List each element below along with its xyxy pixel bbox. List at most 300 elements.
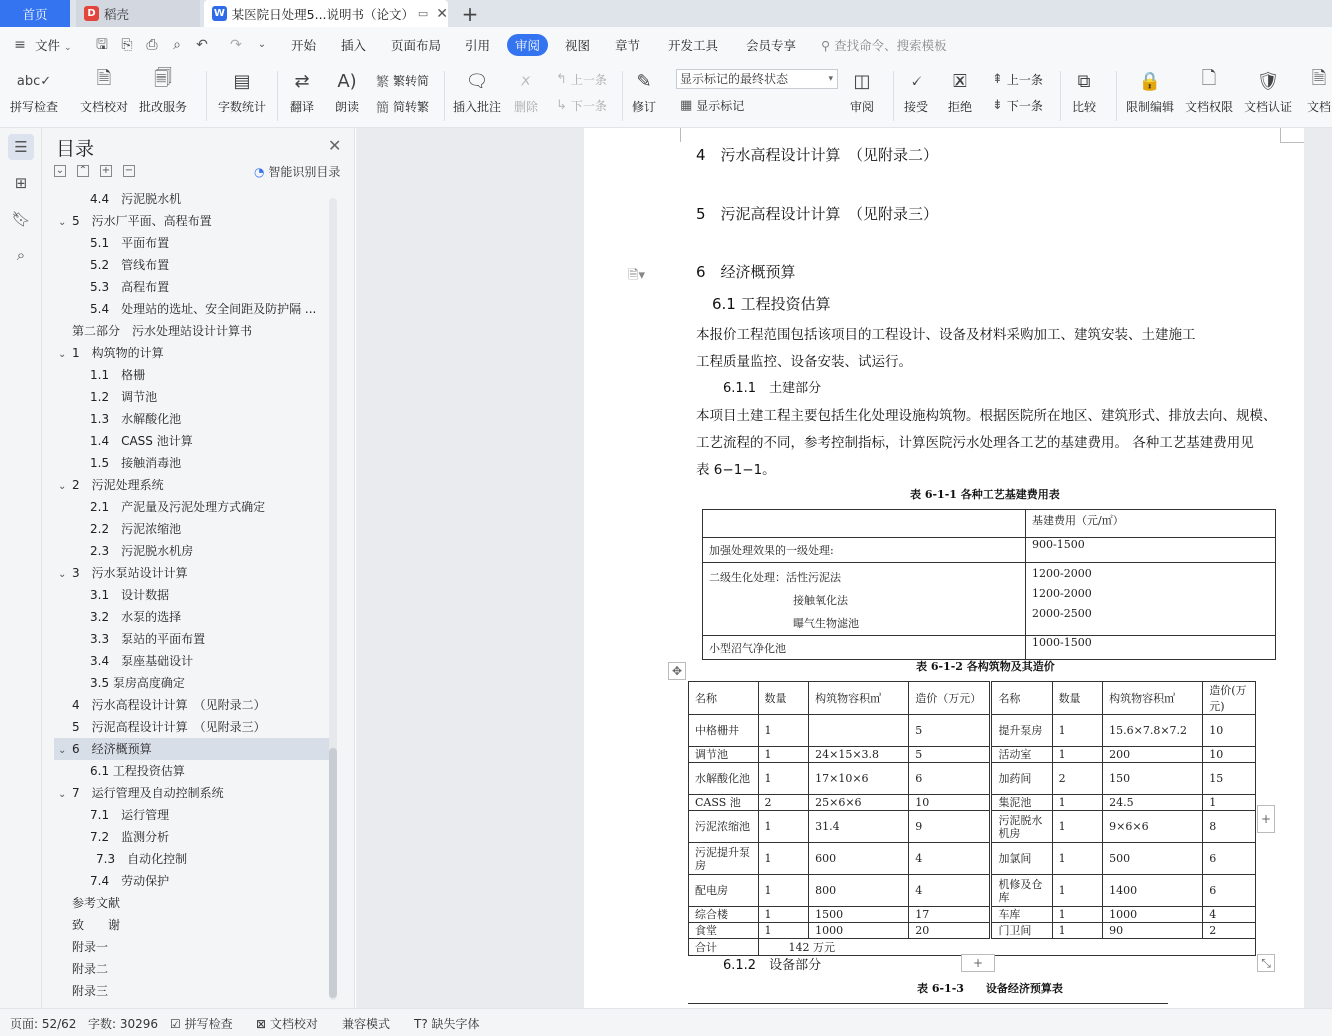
table-move-handle-icon[interactable]: ✥: [668, 662, 686, 680]
toc-item-label: 3.2 水泵的选择: [90, 610, 182, 624]
show-markup-icon: ▦: [680, 98, 693, 113]
t2-cell: 1: [1052, 747, 1103, 763]
table-row: [689, 747, 1256, 763]
t2-cell: 1: [758, 875, 809, 907]
doc-proof-button[interactable]: [80, 67, 128, 115]
toc-item-label: 附录二: [72, 962, 109, 976]
t2-cell: 10: [1203, 715, 1256, 747]
t2-cell: 1: [1052, 795, 1103, 811]
t2-cell: 1: [1052, 811, 1103, 843]
read-aloud-label: 朗读: [334, 100, 359, 114]
table-row: [689, 811, 1256, 843]
table-resize-icon[interactable]: ⤡: [1257, 954, 1275, 972]
toc-item-label: 7.4 劳动保护: [90, 874, 170, 888]
toc-item-label: 3.3 泵站的平面布置: [90, 632, 206, 646]
menu-page-layout[interactable]: 页面布局: [391, 38, 442, 53]
translate-label: 翻译: [289, 100, 314, 114]
t1-header-cost: 基建费用（元/㎡）: [1026, 510, 1276, 538]
table-add-column-icon[interactable]: +: [1257, 805, 1275, 833]
t2-cell: 4: [1203, 907, 1256, 923]
t2-cell: 6: [1203, 875, 1256, 907]
doc-proof-status-icon: ⊠: [256, 1017, 267, 1031]
page-indicator[interactable]: 页面: 52/62: [10, 1017, 77, 1031]
toc-item[interactable]: [54, 540, 329, 562]
toc-expand-chevron-icon[interactable]: ⌄: [58, 349, 67, 360]
t2-cell: 150: [1103, 763, 1203, 795]
t1-header-blank: [703, 510, 1026, 538]
save-icon[interactable]: 🖫: [96, 37, 108, 53]
word-count-icon: ▤: [233, 70, 251, 92]
toc-expand-chevron-icon[interactable]: ⌄: [58, 217, 67, 228]
t2-header-cell: 造价（万元）: [909, 682, 991, 715]
toc-item-label: 5 污水厂平面、高程布置: [72, 214, 212, 228]
toc-item[interactable]: [54, 914, 329, 936]
t2-cell: 5: [909, 747, 991, 763]
toc-item[interactable]: [54, 518, 329, 540]
toc-item[interactable]: [54, 320, 329, 342]
add-heading-icon[interactable]: +: [101, 165, 111, 176]
toc-expand-chevron-icon[interactable]: ⌄: [58, 569, 67, 580]
t2-cell: 4: [909, 843, 991, 875]
toc-item-label: 参考文献: [72, 896, 121, 910]
doc-cert-label: 文档认证: [1244, 100, 1293, 114]
toc-expand-chevron-icon[interactable]: ⌄: [58, 745, 67, 756]
para-1-line-2: 工程质量监控、设备安装、试运行。: [696, 354, 912, 370]
revise-label: 修订: [631, 100, 656, 114]
more-chevron-icon[interactable]: ⌄: [257, 39, 267, 50]
missing-font-label: 缺失字体: [431, 1017, 480, 1031]
t2-cell: 4: [909, 875, 991, 907]
table-row: [689, 923, 1256, 939]
toc-item[interactable]: [54, 848, 329, 870]
toc-scrollbar-thumb[interactable]: [329, 748, 337, 998]
t2-cell: 加药间: [991, 763, 1052, 795]
toc-item[interactable]: [54, 782, 329, 804]
missing-font-icon: T?: [414, 1017, 428, 1031]
menu-references[interactable]: 引用: [465, 38, 491, 53]
markup-state-select[interactable]: [676, 69, 838, 89]
doc-cert-button[interactable]: [1244, 67, 1292, 115]
toc-item-label: 第二部分 污水处理站设计计算书: [72, 324, 253, 338]
toc-item-label: 附录三: [72, 984, 109, 998]
menu-member[interactable]: 会员专享: [746, 38, 797, 53]
doc-proof-label: 文档校对: [80, 100, 129, 114]
heading-5: 5 污泥高程设计计算 （见附录三）: [696, 205, 939, 223]
toc-item-label: 1.2 调节池: [90, 390, 158, 404]
t2-cell: 1400: [1103, 875, 1203, 907]
toc-expand-chevron-icon[interactable]: ⌄: [58, 481, 67, 492]
expand-up-icon[interactable]: ⌃: [78, 165, 88, 176]
toc-item[interactable]: [54, 452, 329, 474]
table-add-row-icon[interactable]: +: [961, 954, 995, 972]
delete-comment-label: 删除: [513, 100, 538, 114]
toc-item[interactable]: [54, 364, 329, 386]
spell-check-label: 拼写检查: [10, 100, 59, 114]
t2-cell: 机修及仓库: [991, 875, 1052, 907]
t1-r2-vals: [1026, 563, 1276, 636]
t2-cell: 1: [758, 811, 809, 843]
review-pane-button[interactable]: [848, 67, 876, 115]
status-proof-label: 文档校对: [269, 1017, 318, 1031]
prev-comment-icon: ↰: [556, 72, 567, 87]
insert-comment-icon: 🗨: [465, 70, 489, 92]
t1-r3-val: 1000-1500: [1026, 636, 1276, 660]
table-6-1-1: [702, 509, 1276, 660]
toc-item-label: 1 构筑物的计算: [72, 346, 164, 360]
t2-header-cell: 名称: [991, 682, 1052, 715]
revise-button[interactable]: [630, 67, 658, 115]
table-6-1-2: [688, 681, 1256, 956]
t2-cell: 6: [909, 763, 991, 795]
t1-r3-name: 小型沼气净化池: [703, 636, 1026, 660]
close-toc-icon[interactable]: ✕: [328, 136, 342, 155]
plus-icon: +: [461, 1, 479, 26]
compare-button[interactable]: [1070, 67, 1098, 115]
doc-more-label: 文档: [1306, 100, 1331, 114]
table-2-caption: 表 6-1-2 各构筑物及其造价: [916, 660, 1055, 673]
status-bar: [0, 1008, 1332, 1036]
t2-cell: 15.6×7.8×7.2: [1103, 715, 1203, 747]
t2-cell: 污泥提升泵房: [689, 843, 759, 875]
table-3-caption: 表 6-1-3 设备经济预算表: [917, 982, 1063, 995]
t1-r1-val: 900-1500: [1026, 538, 1276, 563]
t2-cell: 1000: [1103, 907, 1203, 923]
toc-item-label: 5.4 处理站的选址、安全间距及防护隔 ...: [90, 302, 317, 316]
toc-item[interactable]: [54, 936, 329, 958]
heading-4: 4 污水高程设计计算 （见附录二）: [696, 146, 939, 164]
next-comment-button[interactable]: [556, 97, 607, 114]
t2-cell: 17×10×6: [809, 763, 909, 795]
smart-toc-button[interactable]: [254, 163, 340, 180]
toc-item[interactable]: [54, 980, 329, 1002]
t2-cell: 1: [1052, 923, 1103, 939]
t2-cell: 门卫间: [991, 923, 1052, 939]
t2-cell: 1: [1203, 795, 1256, 811]
toc-item[interactable]: [54, 606, 329, 628]
toc-item[interactable]: [54, 188, 329, 210]
table-row: [689, 907, 1256, 923]
toc-item[interactable]: [54, 254, 329, 276]
t2-cell: 集泥池: [991, 795, 1052, 811]
redo-icon[interactable]: ↷: [230, 37, 242, 53]
toc-item[interactable]: [54, 210, 329, 232]
status-doc-proof[interactable]: [256, 1015, 318, 1032]
insert-comment-button[interactable]: [453, 67, 501, 115]
t2-cell: 提升泵房: [991, 715, 1052, 747]
toc-item-label: 5.2 管线布置: [90, 258, 170, 272]
para-2-line-2: 工艺流程的不同，参考控制指标，计算医院污水处理各工艺的基建费用。 各种工艺基建费用见: [696, 435, 1254, 451]
next-change-button[interactable]: [992, 97, 1043, 114]
t2-header-cell: 造价(万元): [1203, 682, 1256, 715]
spell-check-button[interactable]: [10, 67, 58, 115]
daoke-logo-icon: D: [84, 6, 99, 21]
t1-r2-val-2: 1200-2000: [1032, 587, 1092, 600]
toc-item-label: 4 污水高程设计计算 （见附录二）: [72, 698, 266, 712]
revise-icon: ✎: [636, 70, 652, 92]
t2-cell: 综合楼: [689, 907, 759, 923]
heading-6-1: 6.1 工程投资估算: [712, 295, 831, 313]
t2-cell: CASS 池: [689, 795, 759, 811]
search-icon: ⚲: [821, 38, 831, 53]
prev-change-button[interactable]: [992, 71, 1043, 88]
t1-r2-line-3: 曝气生物滤池: [793, 617, 859, 630]
toc-item-label: 5.3 高程布置: [90, 280, 170, 294]
table-row: [689, 843, 1256, 875]
close-tab-icon[interactable]: ✕: [436, 5, 448, 22]
menu-view[interactable]: 视图: [565, 38, 591, 53]
monitor-icon[interactable]: ▭: [417, 7, 429, 20]
toc-item[interactable]: [54, 760, 329, 782]
prev-change-icon: ⇞: [992, 72, 1003, 87]
t2-cell: 31.4: [809, 811, 909, 843]
status-spell-label: 拼写检查: [184, 1017, 233, 1031]
menu-review[interactable]: 审阅: [507, 34, 548, 56]
t2-cell: 9×6×6: [1103, 811, 1203, 843]
toc-item[interactable]: [54, 408, 329, 430]
toc-item-label: 5.1 平面布置: [90, 236, 170, 250]
toc-item[interactable]: [54, 892, 329, 914]
export-icon[interactable]: ⎘: [121, 37, 133, 53]
table-row: [689, 875, 1256, 907]
toc-item[interactable]: [54, 430, 329, 452]
t2-cell: 2: [758, 795, 809, 811]
t2-cell: 1: [758, 907, 809, 923]
table-total-row: [689, 939, 1256, 956]
table-row: [689, 795, 1256, 811]
toc-item-label: 附录一: [72, 940, 109, 954]
bookmark-icon[interactable]: 🔖︎: [11, 210, 31, 228]
t2-total-value: 142 万元: [758, 939, 1255, 956]
toc-item[interactable]: [54, 738, 329, 760]
toc-title: 目录: [56, 138, 95, 160]
doc-permission-button[interactable]: [1185, 67, 1233, 115]
show-markup-label: 显示标记: [696, 99, 745, 113]
tab-daoke-label: 稻壳: [104, 6, 130, 22]
toc-item-label: 2.1 产泥量及污泥处理方式确定: [90, 500, 266, 514]
spell-check-status-icon: ☑: [170, 1017, 181, 1031]
table-row: [689, 763, 1256, 795]
simp-to-trad-label: 简转繁: [393, 100, 430, 114]
word-count-button[interactable]: [218, 67, 266, 115]
toc-item-label: 1.1 格栅: [90, 368, 146, 382]
dropdown-arrow-icon: ▾: [828, 74, 833, 84]
annot-service-button[interactable]: [139, 67, 187, 115]
lock-doc-icon: 🔒: [1138, 70, 1162, 92]
tab-home[interactable]: [0, 0, 70, 27]
heading-6-1-1: 6.1.1 土建部分: [723, 381, 822, 396]
menu-file-label: 文件: [35, 38, 61, 53]
collapse-all-icon[interactable]: ⌄: [55, 165, 65, 176]
tab-daoke[interactable]: [76, 0, 200, 27]
t2-cell: 1: [758, 763, 809, 795]
t1-r2-line-1: 二级生化处理：活性污泥法: [709, 571, 841, 584]
trad-to-simp-button[interactable]: [376, 71, 429, 90]
t2-total-label: 合计: [689, 939, 759, 956]
t2-cell: 1500: [809, 907, 909, 923]
t2-cell: 8: [1203, 811, 1256, 843]
accept-button[interactable]: [902, 67, 930, 115]
t2-cell: 25×6×6: [809, 795, 909, 811]
toc-item[interactable]: [54, 694, 329, 716]
tab-document[interactable]: [204, 0, 448, 27]
t1-r2-val-3: 2000-2500: [1032, 607, 1092, 620]
toc-panel-icon[interactable]: ☰: [8, 134, 34, 160]
t2-cell: 1: [1052, 907, 1103, 923]
toc-item-label: 5 污泥高程设计计算 （见附录三）: [72, 720, 266, 734]
toc-item[interactable]: [54, 958, 329, 980]
toc-item-label: 致 谢: [72, 918, 121, 932]
t2-cell: 24×15×3.8: [809, 747, 909, 763]
t1-r2-names: [703, 563, 1026, 636]
next-change-label: 下一条: [1006, 99, 1043, 113]
remove-heading-icon[interactable]: −: [124, 165, 134, 176]
t2-cell: 800: [809, 875, 909, 907]
toc-item[interactable]: [54, 562, 329, 584]
left-sidebar: [0, 128, 42, 1008]
word-count-label: 字数统计: [218, 100, 267, 114]
t1-r1-name: 加强处理效果的一级处理:: [703, 538, 1026, 563]
toc-item[interactable]: [54, 342, 329, 364]
t2-cell: 90: [1103, 923, 1203, 939]
word-doc-icon: W: [213, 8, 225, 19]
command-search[interactable]: [821, 36, 947, 54]
toc-item[interactable]: [54, 232, 329, 254]
toc-expand-chevron-icon[interactable]: ⌄: [58, 789, 67, 800]
word-count-indicator[interactable]: 字数: 30296: [88, 1017, 159, 1031]
accept-icon: 🗸: [909, 70, 923, 92]
toc-pane: [42, 128, 355, 1008]
t2-header-cell: 数量: [1052, 682, 1103, 715]
find-icon[interactable]: ⌕: [16, 246, 26, 264]
restrict-edit-button[interactable]: [1126, 67, 1174, 115]
doc-more-button[interactable]: [1305, 67, 1332, 115]
t2-cell: 配电房: [689, 875, 759, 907]
toc-item[interactable]: [54, 716, 329, 738]
translate-button[interactable]: [288, 67, 316, 115]
prev-comment-button[interactable]: [556, 71, 607, 88]
t2-cell: 1: [1052, 715, 1103, 747]
toc-item-label: 6.1 工程投资估算: [90, 764, 185, 778]
t2-cell: 污泥浓缩池: [689, 811, 759, 843]
t2-cell: 1: [758, 715, 809, 747]
table-1-caption: 表 6-1-1 各种工艺基建费用表: [910, 488, 1060, 501]
toc-item-label: 3 污水泵站设计计算: [72, 566, 188, 580]
toc-item[interactable]: [54, 496, 329, 518]
toc-item[interactable]: [54, 386, 329, 408]
t2-cell: 24.5: [1103, 795, 1203, 811]
show-markup-button[interactable]: [680, 97, 744, 114]
new-tab-button[interactable]: [456, 0, 484, 27]
delete-comment-icon: 🗴: [519, 70, 533, 92]
t2-cell: 水解酸化池: [689, 763, 759, 795]
heading-6: 6 经济概预算: [696, 263, 796, 281]
toc-item[interactable]: [54, 804, 329, 826]
t2-cell: 1: [758, 923, 809, 939]
toc-item[interactable]: [54, 870, 329, 892]
status-spell-check[interactable]: [170, 1015, 233, 1032]
tab-bar: [0, 0, 1332, 27]
t2-header-cell: 名称: [689, 682, 759, 715]
paragraph-marker-icon[interactable]: 🗎▾: [628, 268, 645, 283]
toc-item[interactable]: [54, 826, 329, 848]
t2-cell: 5: [909, 715, 991, 747]
toc-item[interactable]: [54, 628, 329, 650]
document-page[interactable]: [584, 128, 1304, 1008]
tab-document-label: 某医院日处理5...说明书（论文）: [231, 6, 415, 22]
toc-item[interactable]: [54, 650, 329, 672]
t2-cell: 2: [1203, 923, 1256, 939]
document-canvas: [356, 128, 1332, 1008]
prev-comment-label: 上一条: [570, 73, 607, 87]
toc-item-label: 7 运行管理及自动控制系统: [72, 786, 224, 800]
simp-to-trad-button[interactable]: [376, 97, 429, 116]
hamburger-icon[interactable]: ≡: [14, 37, 26, 53]
command-search-placeholder: 查找命令、搜索模板: [834, 38, 947, 53]
toc-item[interactable]: [54, 276, 329, 298]
prev-change-label: 上一条: [1006, 73, 1043, 87]
missing-font[interactable]: [414, 1015, 480, 1032]
insert-comment-label: 插入批注: [453, 100, 502, 114]
toc-item-label: 7.3 自动化控制: [96, 852, 188, 866]
next-change-icon: ⇟: [992, 98, 1003, 113]
toc-item[interactable]: [54, 584, 329, 606]
ribbon-review: [0, 65, 1332, 128]
toc-item-label: 1.3 水解酸化池: [90, 412, 182, 426]
t2-header-cell: 构筑物容积㎥: [1103, 682, 1203, 715]
chapter-nav-icon[interactable]: ⊞: [14, 174, 28, 192]
spell-check-icon: abc✓: [16, 73, 52, 89]
undo-icon[interactable]: ↶: [196, 37, 208, 53]
read-aloud-button[interactable]: [333, 67, 361, 115]
toc-item-label: 2.3 污泥脱水机房: [90, 544, 194, 558]
preview-icon[interactable]: ⌕: [173, 37, 181, 53]
para-2-line-1: 本项目土建工程主要包括生化处理设施构筑物。根据医院所在地区、建筑形式、排放去向、规模、: [696, 408, 1277, 424]
toc-item[interactable]: [54, 672, 329, 694]
toc-item-label: 7.1 运行管理: [90, 808, 170, 822]
t2-cell: 食堂: [689, 923, 759, 939]
read-aloud-icon: A): [337, 70, 357, 92]
t2-cell: 1000: [809, 923, 909, 939]
t2-cell: 15: [1203, 763, 1256, 795]
toc-item-label: 7.2 监测分析: [90, 830, 170, 844]
menu-file[interactable]: 文件 ⌄: [35, 38, 72, 53]
toc-item[interactable]: [54, 474, 329, 496]
menu-insert[interactable]: 插入: [341, 38, 367, 53]
menu-chapter[interactable]: 章节: [615, 38, 641, 53]
toc-item-label: 1.4 CASS 池计算: [90, 434, 193, 448]
t2-cell: 10: [909, 795, 991, 811]
t2-cell: 1: [758, 747, 809, 763]
reject-button[interactable]: [946, 67, 974, 115]
toc-item[interactable]: [54, 298, 329, 320]
toc-item-label: 4.4 污泥脱水机: [90, 192, 182, 206]
toc-item-label: 6 经济概预算: [72, 742, 152, 756]
print-icon[interactable]: ⎙: [146, 37, 158, 53]
t2-cell: 2: [1052, 763, 1103, 795]
t2-cell: 活动室: [991, 747, 1052, 763]
t2-cell: 污泥脱水机房: [991, 811, 1052, 843]
menu-start[interactable]: 开始: [291, 38, 317, 53]
doc-proof-icon: 🗎: [96, 68, 112, 89]
delete-comment-button[interactable]: [512, 67, 540, 115]
t2-cell: 6: [1203, 843, 1256, 875]
t2-cell: 1: [1052, 875, 1103, 907]
markup-state-value: 显示标记的最终状态: [680, 72, 789, 86]
t1-r2-line-2: 接触氧化法: [793, 594, 848, 607]
t2-cell: 17: [909, 907, 991, 923]
compat-mode[interactable]: 兼容模式: [342, 1017, 391, 1031]
menu-dev-tools[interactable]: 开发工具: [668, 38, 719, 53]
